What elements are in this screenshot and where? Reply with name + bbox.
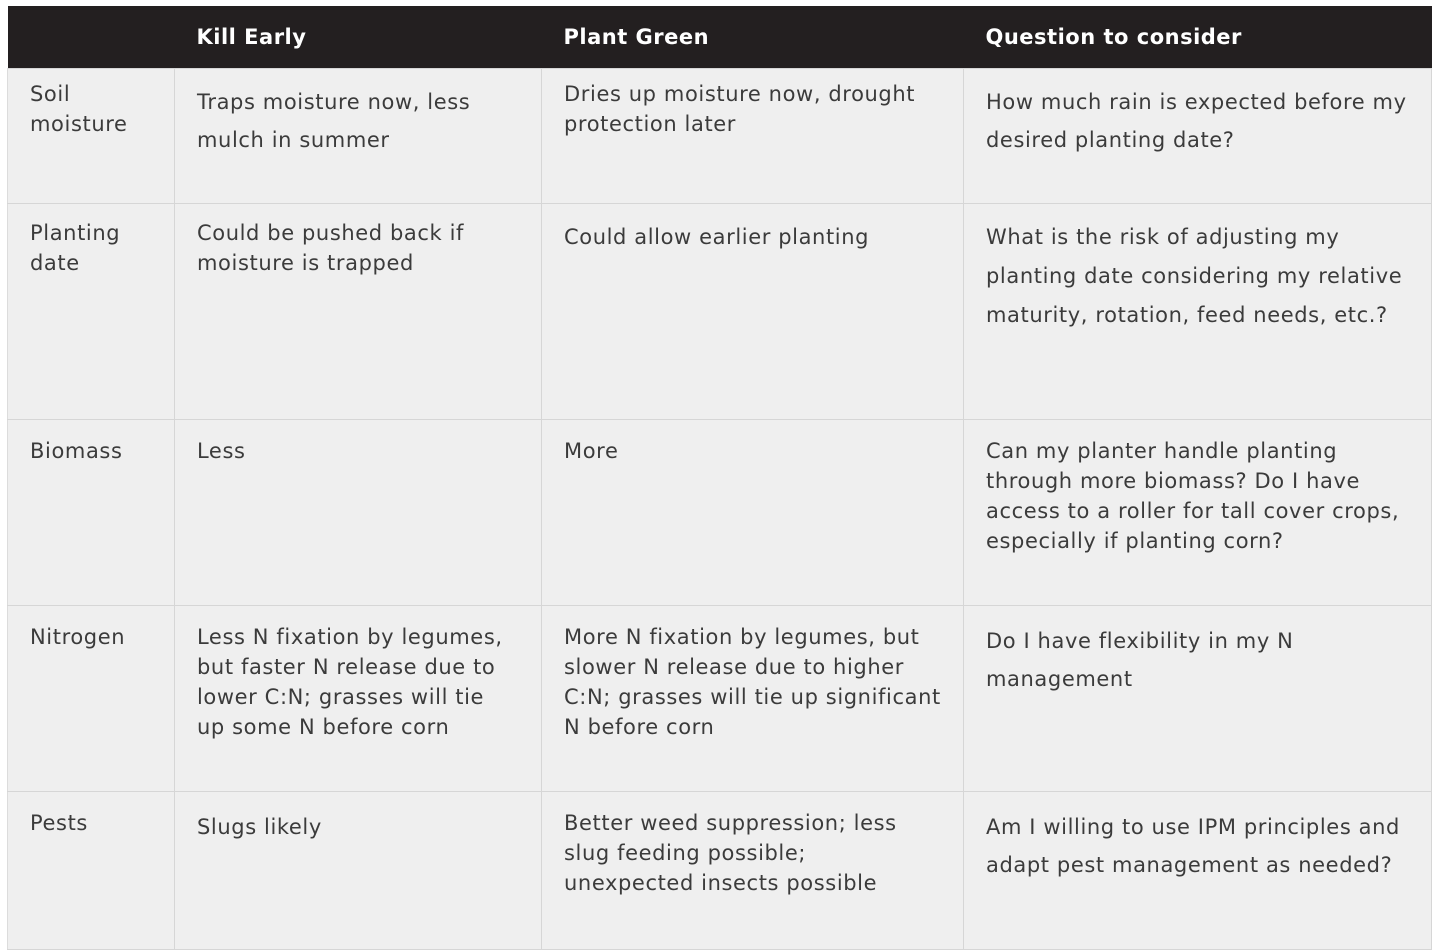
cell-question: How much rain is expected before my desired planting date? xyxy=(964,69,1432,204)
header-cell-plant-green: Plant Green xyxy=(542,6,964,69)
cell-plant-green: Dries up moisture now, drought protection later xyxy=(542,69,964,204)
table-body xyxy=(8,69,1432,950)
header-cell-kill-early: Kill Early xyxy=(175,6,542,69)
table-row-biomass xyxy=(8,420,1432,606)
comparison-table-wrapper xyxy=(7,6,1431,950)
header-cell-empty xyxy=(8,6,175,69)
row-label: Pests xyxy=(8,792,175,950)
cell-kill-early: Less xyxy=(175,420,542,606)
cell-plant-green: Could allow earlier planting xyxy=(542,204,964,420)
comparison-table xyxy=(7,6,1432,950)
cell-question: What is the risk of adjusting my planting date considering my relative maturity, rotation, feed needs, etc.? xyxy=(964,204,1432,420)
cell-plant-green: More xyxy=(542,420,964,606)
cell-kill-early: Slugs likely xyxy=(175,792,542,950)
row-label: Nitrogen xyxy=(8,606,175,792)
table-row-nitrogen xyxy=(8,606,1432,792)
cell-plant-green: Better weed suppression; less slug feeding possible; unexpected insects possible xyxy=(542,792,964,950)
header-cell-question: Question to consider xyxy=(964,6,1432,69)
table-row-pests xyxy=(8,792,1432,950)
header-row xyxy=(8,6,1432,69)
cell-kill-early: Traps moisture now, less mulch in summer xyxy=(175,69,542,204)
cell-question: Can my planter handle planting through more biomass? Do I have access to a roller for tall cover crops, especially if planting corn? xyxy=(964,420,1432,606)
cell-question: Do I have flexibility in my N management xyxy=(964,606,1432,792)
row-label: Biomass xyxy=(8,420,175,606)
table-row-soil-moisture xyxy=(8,69,1432,204)
cell-question: Am I willing to use IPM principles and adapt pest management as needed? xyxy=(964,792,1432,950)
cell-kill-early: Less N fixation by legumes, but faster N release due to lower C:N; grasses will tie up some N before corn xyxy=(175,606,542,792)
table-header xyxy=(8,6,1432,69)
row-label: Planting date xyxy=(8,204,175,420)
cell-plant-green: More N fixation by legumes, but slower N release due to higher C:N; grasses will tie up significant N before corn xyxy=(542,606,964,792)
table-row-planting-date xyxy=(8,204,1432,420)
cell-kill-early: Could be pushed back if moisture is trapped xyxy=(175,204,542,420)
row-label: Soil moisture xyxy=(8,69,175,204)
